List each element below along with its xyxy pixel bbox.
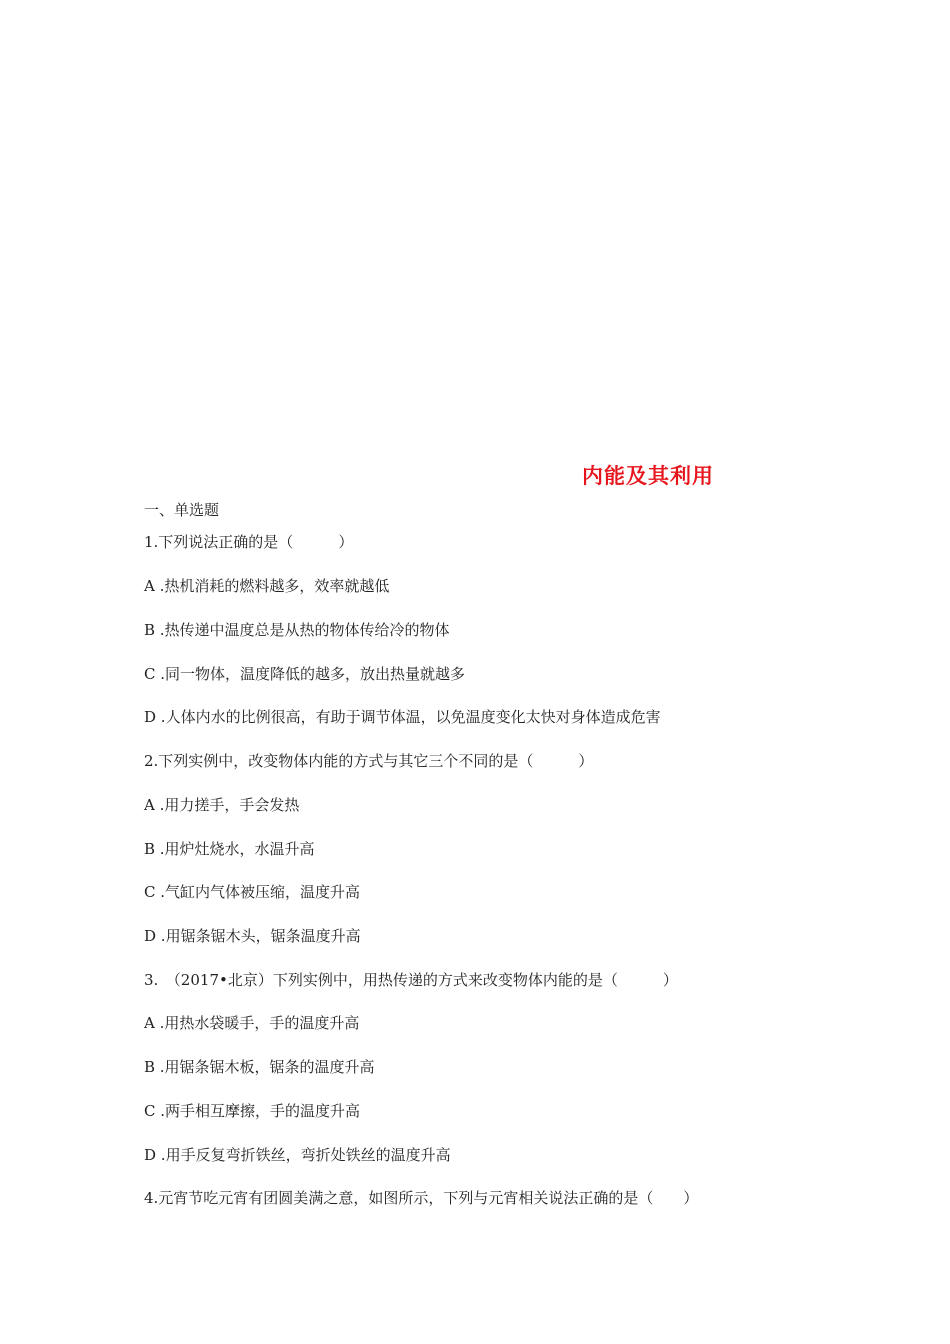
section-heading: 一、单选题: [144, 501, 220, 519]
question-1-option-d: D .人体内水的比例很高，有助于调节体温，以免温度变化太快对身体造成危害: [144, 708, 661, 726]
question-2-option-a: A .用力搓手，手会发热: [144, 796, 300, 814]
question-2-option-b: B .用炉灶烧水，水温升高: [144, 840, 315, 858]
question-1-option-c: C .同一物体，温度降低的越多，放出热量就越多: [144, 665, 466, 683]
question-3-option-d: D .用手反复弯折铁丝，弯折处铁丝的温度升高: [144, 1146, 451, 1164]
question-1-stem: 1.下列说法正确的是（ ）: [144, 533, 354, 551]
question-3-stem: 3. （2017•北京）下列实例中，用热传递的方式来改变物体内能的是（ ）: [144, 971, 678, 989]
question-3-option-a: A .用热水袋暖手，手的温度升高: [144, 1014, 360, 1032]
page-title: 内能及其利用: [582, 464, 714, 488]
question-1-option-a: A .热机消耗的燃料越多，效率就越低: [144, 577, 390, 595]
question-2-option-d: D .用锯条锯木头，锯条温度升高: [144, 927, 361, 945]
question-2-stem: 2.下列实例中，改变物体内能的方式与其它三个不同的是（ ）: [144, 752, 594, 770]
question-1-option-b: B .热传递中温度总是从热的物体传给冷的物体: [144, 621, 450, 639]
question-2-option-c: C .气缸内气体被压缩，温度升高: [144, 883, 361, 901]
question-3-option-b: B .用锯条锯木板，锯条的温度升高: [144, 1058, 375, 1076]
question-4-stem: 4.元宵节吃元宵有团圆美满之意，如图所示，下列与元宵相关说法正确的是（ ）: [144, 1189, 699, 1207]
question-3-option-c: C .两手相互摩擦，手的温度升高: [144, 1102, 361, 1120]
